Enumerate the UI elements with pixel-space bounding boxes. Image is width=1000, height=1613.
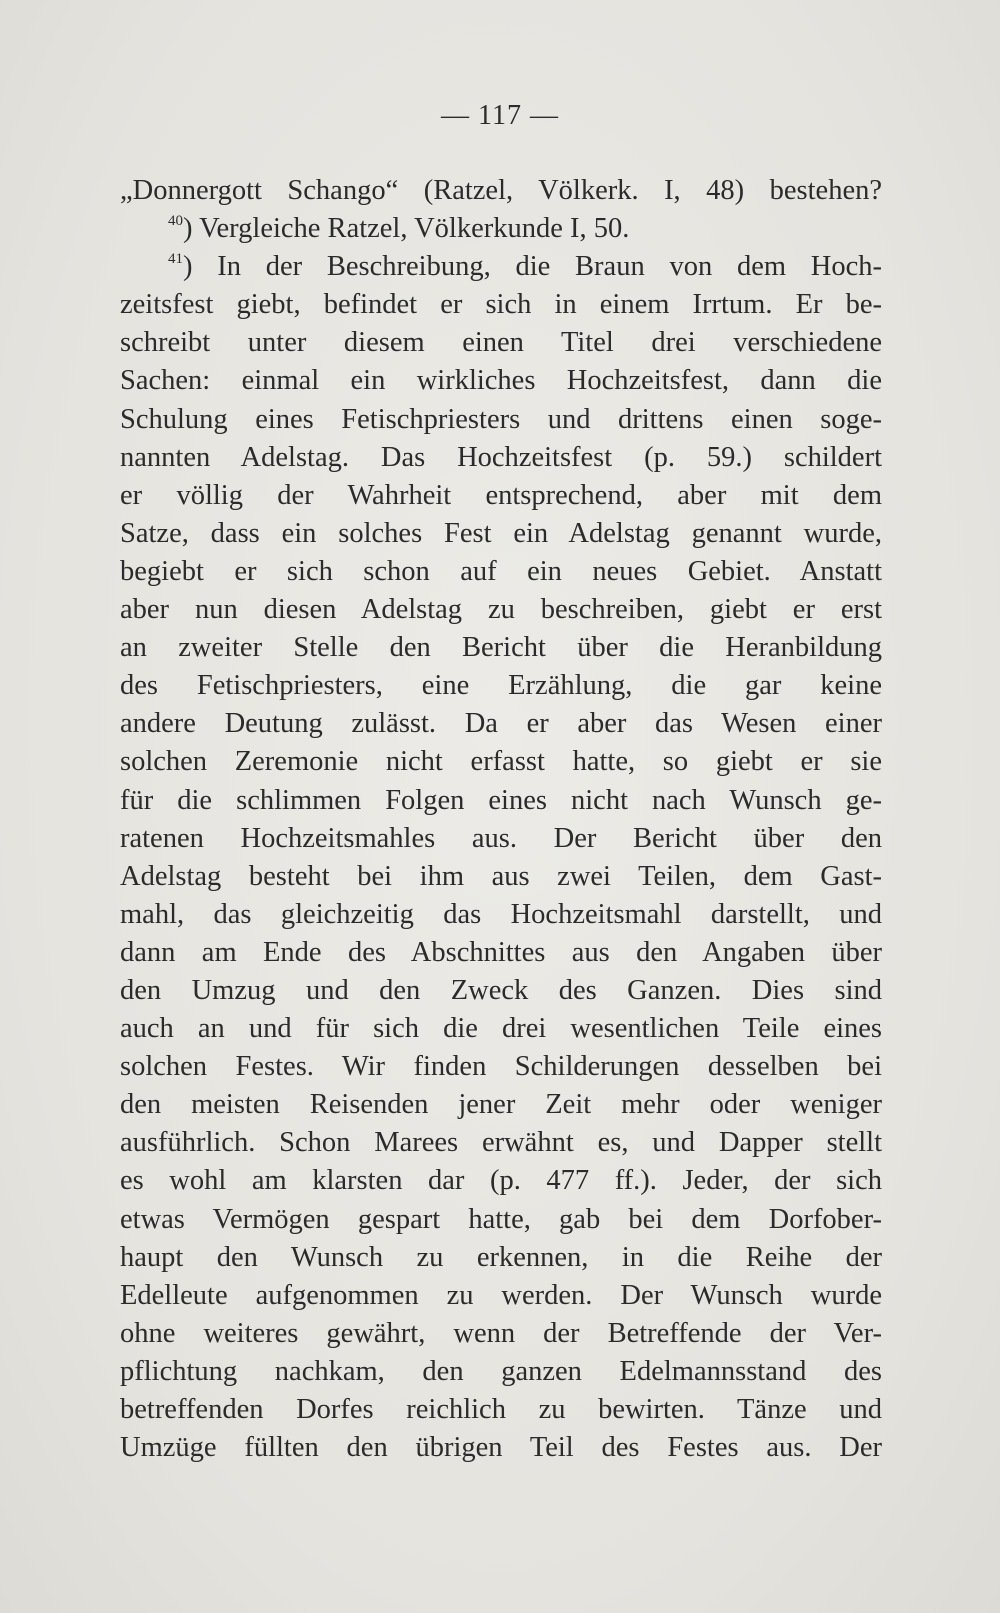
text-line <box>120 515 882 553</box>
line-text: dann am Ende des Abschnittes aus den Angaben über <box>120 936 882 968</box>
line-text: solchen Festes. Wir finden Schilderungen desselben bei <box>120 1051 882 1083</box>
page-number: — 117 — <box>441 100 559 131</box>
text-line <box>120 896 882 934</box>
line-text: Adelstag besteht bei ihm aus zwei Teilen, dem Gast- <box>120 860 882 892</box>
text-line <box>120 362 882 400</box>
text-line <box>120 667 882 705</box>
footnote-line <box>120 248 882 286</box>
line-text: mahl, das gleichzeitig das Hochzeitsmahl darstellt, und <box>120 898 882 930</box>
line-text: aber nun diesen Adelstag zu beschreiben, giebt er erst <box>120 594 882 626</box>
line-text: ) Vergleiche Ratzel, Völkerkunde I, 50. <box>183 213 630 245</box>
text-line <box>120 1277 882 1315</box>
body-text <box>120 172 882 1467</box>
footnote-number: 41 <box>168 251 183 268</box>
text-line <box>120 1086 882 1124</box>
text-line <box>120 743 882 781</box>
line-text: ausführlich. Schon Marees erwähnt es, und Dapper stellt <box>120 1127 882 1159</box>
line-text: ) In der Beschreibung, die Braun von dem Hoch- <box>183 251 882 283</box>
line-text: den Umzug und den Zweck des Ganzen. Dies sind <box>120 974 882 1006</box>
text-line <box>120 629 882 667</box>
line-text: haupt den Wunsch zu erkennen, in die Reihe der <box>120 1241 882 1273</box>
text-line <box>120 401 882 439</box>
line-text: Satze, dass ein solches Fest ein Adelstag genannt wurde, <box>120 517 882 549</box>
text-line <box>120 1239 882 1277</box>
text-line <box>120 172 882 210</box>
line-text: den meisten Reisenden jener Zeit mehr oder weniger <box>120 1089 882 1121</box>
text-line <box>120 1391 882 1429</box>
line-text: für die schlimmen Folgen eines nicht nach Wunsch ge- <box>120 784 882 816</box>
text-line <box>120 820 882 858</box>
line-text: schreibt unter diesem einen Titel drei verschiedene <box>120 327 882 359</box>
text-line <box>120 1048 882 1086</box>
text-line <box>120 858 882 896</box>
text-line <box>120 1353 882 1391</box>
line-text: Schulung eines Fetischpriesters und drittens einen soge- <box>120 403 882 435</box>
text-line <box>120 782 882 820</box>
text-line <box>120 439 882 477</box>
text-line <box>120 705 882 743</box>
line-text: ohne weiteres gewährt, wenn der Betreffende der Ver- <box>120 1317 882 1349</box>
text-line <box>120 934 882 972</box>
text-line <box>120 1124 882 1162</box>
text-line <box>120 1201 882 1239</box>
line-text: ratenen Hochzeitsmahles aus. Der Bericht über den <box>120 822 882 854</box>
footnote-number: 40 <box>168 213 183 230</box>
line-text: Edelleute aufgenommen zu werden. Der Wunsch wurde <box>120 1279 882 1311</box>
line-text: andere Deutung zulässt. Da er aber das Wesen einer <box>120 708 882 740</box>
text-line <box>120 1429 882 1467</box>
line-text: betreffenden Dorfes reichlich zu bewirten. Tänze und <box>120 1394 882 1425</box>
text-line <box>120 1315 882 1353</box>
text-line <box>120 324 882 362</box>
line-text: an zweiter Stelle den Bericht über die Heranbildung <box>120 632 882 664</box>
text-line <box>120 1010 882 1048</box>
line-text: solchen Zeremonie nicht erfasst hatte, so giebt er sie <box>120 746 882 778</box>
text-line <box>120 477 882 515</box>
line-text: pflichtung nachkam, den ganzen Edelmannsstand des <box>120 1355 882 1387</box>
text-line <box>120 591 882 629</box>
line-text: zeitsfest giebt, befindet er sich in einem Irrtum. Er be- <box>120 289 882 321</box>
line-text: er völlig der Wahrheit entsprechend, aber mit dem <box>120 479 882 511</box>
line-text: es wohl am klarsten dar (p. 477 ff.). Jeder, der sich <box>120 1165 882 1197</box>
line-text: etwas Vermögen gespart hatte, gab bei dem Dorfober- <box>120 1203 882 1235</box>
text-line <box>120 972 882 1010</box>
line-text: „Donnergott Schango“ (Ratzel, Völkerk. I, 48) bestehen? <box>120 175 882 206</box>
text-line <box>120 553 882 591</box>
line-text: Sachen: einmal ein wirkliches Hochzeitsfest, dann die <box>120 365 882 397</box>
footnote-line <box>120 210 882 248</box>
text-line <box>120 1162 882 1200</box>
text-line <box>120 286 882 324</box>
line-text: begiebt er sich schon auf ein neues Gebiet. Anstatt <box>120 555 882 587</box>
line-text: des Fetischpriesters, eine Erzählung, die gar keine <box>120 670 882 702</box>
line-text: nannten Adelstag. Das Hochzeitsfest (p. 59.) schildert <box>120 441 882 473</box>
line-text: auch an und für sich die drei wesentlichen Teile eines <box>120 1013 882 1045</box>
line-text: Umzüge füllten den übrigen Teil des Festes aus. Der <box>120 1432 882 1464</box>
